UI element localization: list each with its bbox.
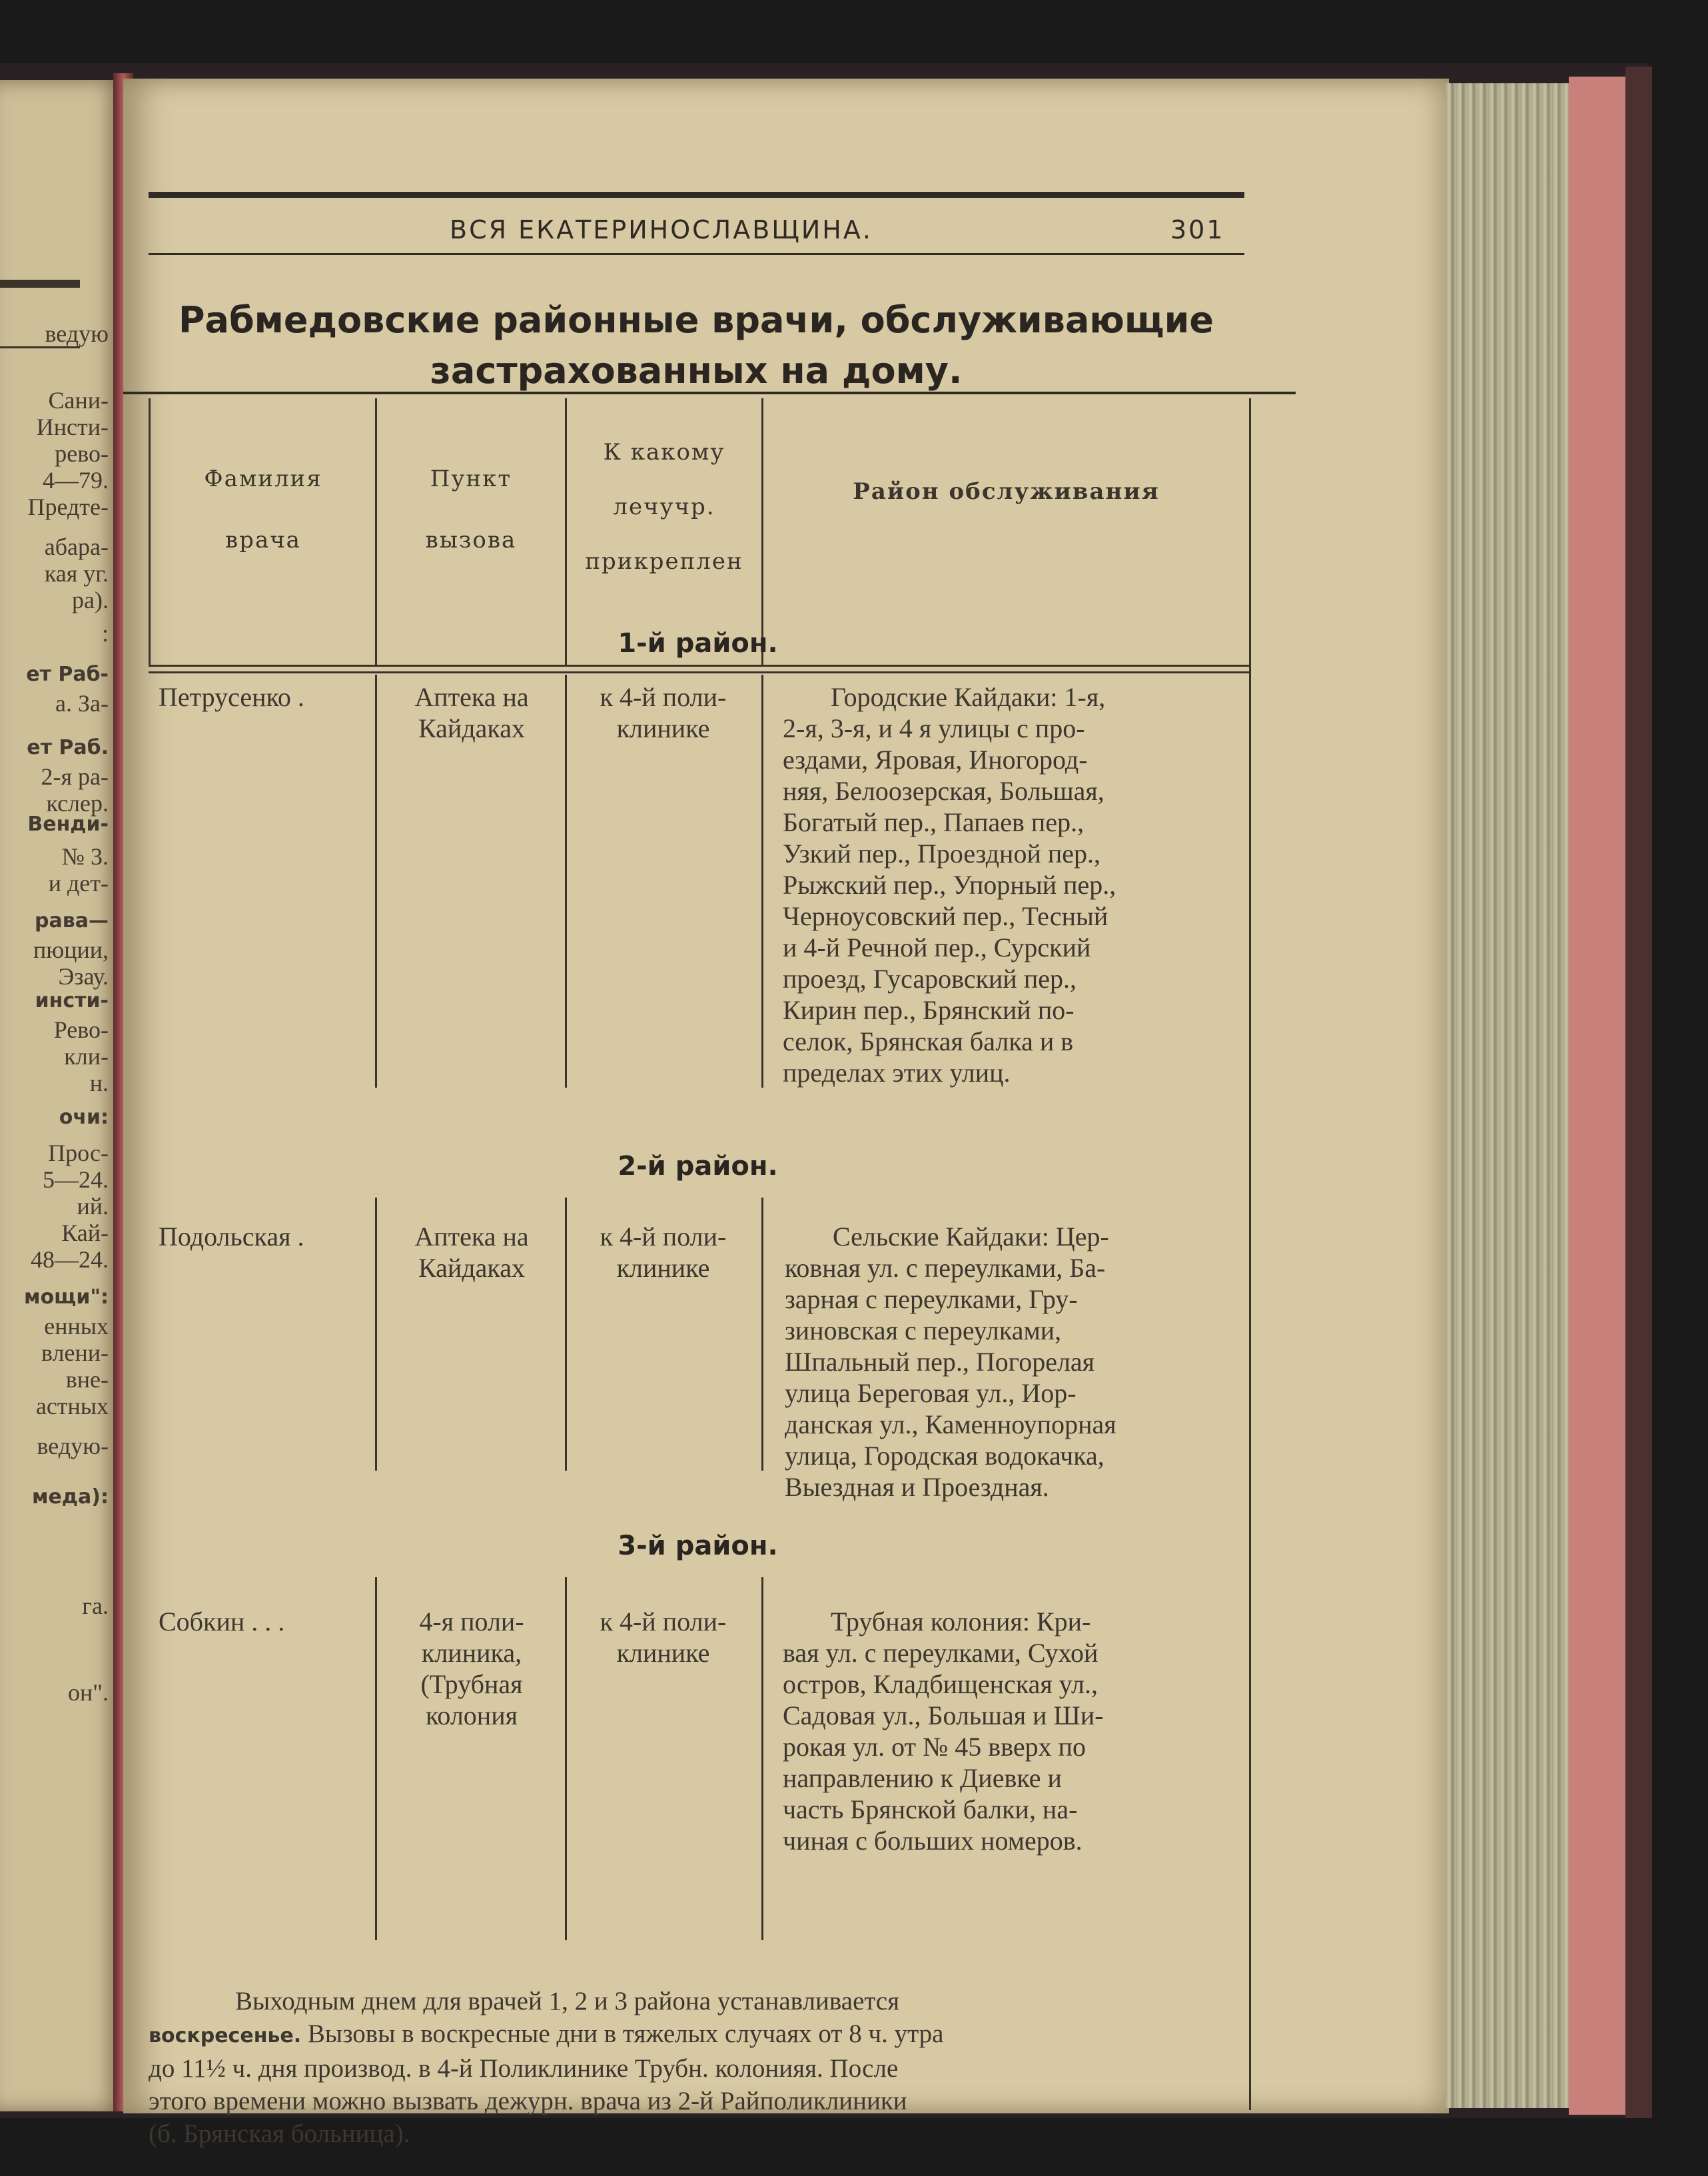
attached-to-1: к 4-й поли- клинике	[600, 682, 727, 743]
left-page-fragment: очи:	[59, 1106, 109, 1129]
district-heading-2: 2-й район.	[618, 1151, 778, 1182]
header-attached-to: К какому лечучр. прикреплен	[585, 439, 743, 575]
left-page-fragment: кслер.	[46, 790, 109, 817]
left-page-fragment: вне-	[65, 1366, 109, 1393]
doctor-name-3: Собкин . . .	[159, 1607, 285, 1636]
page-title-line-2: застрахованных на дому.	[430, 350, 963, 392]
left-page-fragment: влени-	[41, 1339, 109, 1366]
left-page-fragment: Инсти-	[36, 414, 109, 440]
book-page	[123, 79, 1449, 2148]
header-rule-double	[149, 671, 1251, 673]
call-point-1: Аптека на Кайдаках	[414, 682, 529, 743]
left-page-fragment: ет Раб.	[27, 736, 109, 759]
left-page-fragment: Сани-	[48, 387, 109, 414]
service-area-3: Трубная колония: Кри- вая ул. с переулками, Сухой остров, Кладбищенская ул., Садовая ул., Большая и Ши- рокая ул. от № 45 вверх по направлению к Диевке и часть Брянской балки, на- чиная с больших номеров.	[783, 1607, 1104, 1856]
left-page-rule	[0, 280, 80, 288]
footer-note: Выходным днем для врачей 1, 2 и 3 района устанавливается воскресенье. Вызовы в воскресные дни в тяжелых случаях от 8 ч. утра до 11½ ч. дня производ. в 4-й Поликлинике Трубн. колонияя. После этого времени можно вызвать дежурн. врача из 2-й Райполиклиники (б. Брянская больница).	[149, 1987, 944, 2148]
attached-to-3: к 4-й поли- клинике	[600, 1607, 727, 1668]
left-page-fragment: ет Раб-	[26, 663, 109, 686]
column-divider-d2	[761, 1198, 763, 1471]
column-divider-d2	[375, 1198, 377, 1471]
left-page-fragment: № 3.	[61, 843, 109, 870]
service-area-1: Городские Кайдаки: 1-я, 2-я, 3-я, и 4 я улицы с про- ездами, Яровая, Иногород- няя, Белоозерская, Большая, Богатый пер., Папаев пер., Узкий пер., Проездной пер., Рыжский пер., Упорный пер., Черноусовский пер., Тесный и 4-й Речной пер., Сурский проезд, Гусаровский пер., Кирин пер., Брянский по- селок, Брянская балка и в пределах этих улиц.	[783, 682, 1116, 1088]
left-page-fragment: га.	[82, 1593, 109, 1619]
district-heading-1: 1-й район.	[618, 628, 778, 659]
left-page-fragment: 5—24.	[43, 1166, 109, 1193]
left-page-fragment: рево-	[55, 440, 109, 467]
left-page-fragment: инсти-	[35, 989, 109, 1012]
header-call-point: Пункт вызова	[425, 466, 517, 553]
column-divider-d3	[565, 1577, 567, 1940]
left-page-fragment: а. За-	[55, 690, 109, 717]
call-point-2: Аптека на Кайдаках	[414, 1222, 529, 1283]
left-page-fragment: Венди-	[27, 813, 109, 836]
left-page-fragment: енных	[44, 1313, 109, 1339]
footer-bold-word: воскресенье.	[149, 2024, 302, 2047]
left-page-fragment: н.	[89, 1070, 109, 1096]
district-heading-3: 3-й район.	[618, 1531, 778, 1561]
left-page-fragment: ведую-	[37, 1433, 109, 1459]
title-rule	[123, 392, 1296, 394]
doctor-name-2: Подольская .	[159, 1222, 304, 1252]
left-page-fragment: :	[101, 620, 109, 647]
table-column-divider	[761, 398, 763, 665]
call-point-3: 4-я поли- клиника, (Трубная колония	[419, 1607, 524, 1730]
left-page-fragment: и дет-	[48, 870, 109, 897]
left-page-fragment: 2-я ра-	[41, 763, 109, 790]
header-rule	[149, 665, 1251, 667]
left-page-fragment: меда):	[31, 1485, 109, 1509]
book-cover-edge	[1569, 77, 1629, 2115]
left-page-fragment: рава—	[35, 909, 109, 932]
top-rule	[149, 192, 1244, 198]
doctor-name-1: Петрусенко .	[159, 682, 304, 712]
left-page-fragment: астных	[35, 1393, 109, 1419]
left-page-fragment: Кай-	[61, 1220, 109, 1246]
service-area-2: Сельские Кайдаки: Цер- ковная ул. с переулками, Ба- зарная с переулками, Гру- зиновская с переулками, Шпальный пер., Погорелая улица Береговая ул., Иор- данская ул., Каменноупорная улица, Городская водокачка, Выездная и Проездная.	[785, 1222, 1116, 1502]
table-border-left	[149, 398, 151, 665]
page-edges	[1446, 83, 1572, 2108]
left-page-fragment: пюции,	[33, 936, 109, 963]
left-page-fragment: абара-	[44, 534, 109, 560]
left-page-fragment: Предте-	[27, 494, 109, 520]
left-page-fragment: Рево-	[53, 1016, 109, 1043]
left-page-fragment: он".	[68, 1679, 109, 1706]
attached-to-2: к 4-й поли- клинике	[600, 1222, 727, 1283]
column-divider-d1	[375, 675, 377, 1088]
left-page-fragment: кая уг.	[44, 560, 109, 587]
running-head-title: ВСЯ ЕКАТЕРИНОСЛАВЩИНА.	[450, 215, 873, 244]
left-page-fragment: Прос-	[48, 1140, 109, 1166]
left-page-fragment: 48—24.	[31, 1246, 109, 1273]
header-name: Фамилия врача	[204, 466, 322, 553]
column-divider-d3	[375, 1577, 377, 1940]
left-page-edge	[0, 80, 123, 2111]
book-cover-back	[1625, 67, 1652, 2118]
page-title-line-1: Рабмедовские районные врачи, обслуживающие	[178, 299, 1214, 341]
page-title	[150, 295, 1242, 396]
left-page-fragment: мощи":	[24, 1285, 109, 1309]
column-divider-d3	[761, 1577, 763, 1940]
page-number: 301	[1170, 215, 1225, 244]
head-rule	[149, 253, 1244, 255]
left-page-fragment: ий.	[77, 1193, 109, 1220]
left-page-fragment: ра).	[72, 587, 109, 613]
column-divider-d2	[565, 1198, 567, 1471]
left-page-fragment: ведую	[45, 320, 109, 347]
left-page-fragment: Эзау.	[58, 963, 109, 990]
left-page-fragment: 4—79.	[43, 467, 109, 494]
table-border-right	[1249, 398, 1251, 2110]
column-divider-d1	[565, 675, 567, 1088]
column-divider-d1	[761, 675, 763, 1088]
left-page-fragment: кли-	[64, 1043, 109, 1070]
header-service-area: Район обслуживания	[853, 478, 1160, 505]
